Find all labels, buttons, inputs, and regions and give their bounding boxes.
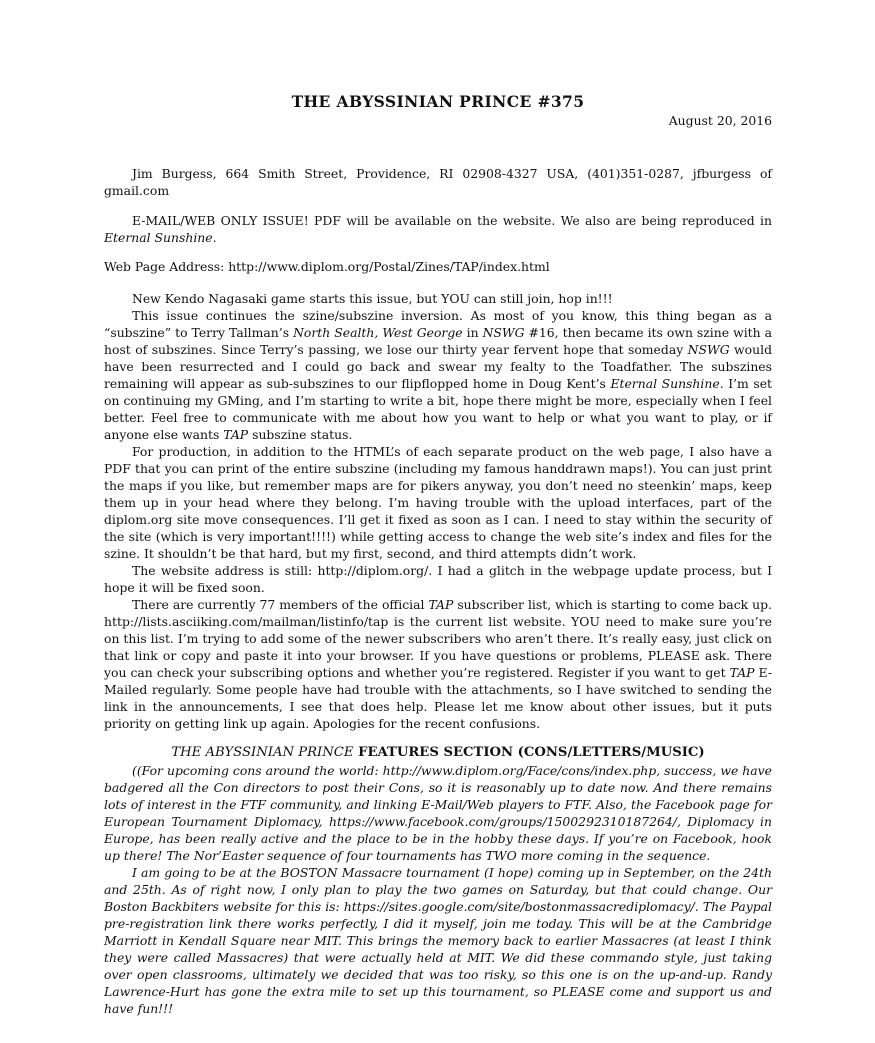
subscriber-paragraph: There are currently 77 members of the official TAP subscriber list, which is starting to come back up. http://lists.asciiking.com/mailman/listinfo/tap is the current list website. YOU need to make sure you’re on this list. I’m trying to add some of the newer subscribers who aren’t there. It’s really easy, just click on that link or copy and paste it into your browser. If you have questions or problems, PLEASE ask. There you can check your subscribing options and whether you’re registered. Register if you want to get TAP E-Mailed regularly. Some people have had trouble with the attachments, so I have switched to sending the link in the announcements, I see that does help. Please let me know about other issues, but it puts priority on getting link up again. Apologies for the recent confusions. — [104, 597, 773, 731]
inversion-paragraph: This issue continues the szine/subszine inversion. As most of you know, this thing began as a “subszine” to Terry Tallman’s North Sealth, West George in NSWG #16, then became its own szine with a host of subszines. Since Terry’s passing, we lose our thirty year fervent hope that someday NSWG would have been resurrected and I could go back and swear my fealty to the Toadfather. The subszines remaining will appear as sub-subszines to our flipflopped home in Doug Kent’s Eternal Sunshine. I’m set on continuing my GMing, and I’m starting to write a bit, hope there might be more, especially when I feel better. Feel free to communicate with me about how you want to help or what you want to play, or if anyone else wants TAP subszine status. — [104, 308, 773, 442]
document-body — [104, 92, 772, 1017]
boston-paragraph: I am going to be at the BOSTON Massacre tournament (I hope) coming up in September, on the 24th and 25th. As of right now, I only plan to play the two games on Saturday, but that could change. Our Boston Backbiters website for this is: https://sites.google.com/site/bostonmassacrediplomacy/. The Paypal pre-registration link there works perfectly, I did it myself, join me today. This will be at the Cambridge Marriott in Kendall Square near MIT. This brings the memory back to earlier Massacres (at least I think they were called Massacres) that were actually held at MIT. We did these commando style, just taking over open classrooms, ultimately we decided that was too risky, so this one is on the up-and-up. Randy Lawrence-Hurt has gone the extra mile to set up this tournament, so PLEASE come and support us and have fun!!! — [104, 865, 772, 1016]
email-notice — [104, 212, 772, 246]
website-paragraph: The website address is still: http://diplom.org/. I had a glitch in the webpage update process, but I hope it will be fixed soon. — [104, 563, 772, 595]
kendo-announcement: New Kendo Nagasaki game starts this issue, but YOU can still join, hop in!!! — [132, 291, 613, 306]
cons-paragraph: ((For upcoming cons around the world: http://www.diplom.org/Face/cons/index.php, success, we have badgered all the Con directors to post their Cons, so it is reasonably up to date now. And there remains lots of interest in the FTF community, and linking E-Mail/Web players to FTF. Also, the Facebook page for European Tournament Diplomacy, https://www.facebook.com/groups/1500292310187264/, Diplomacy in Europe, has been really active and the place to be in the hobby these days. If you’re on Facebook, hook up there! The Nor’Easter sequence of four tournaments has TWO more coming in the sequence. — [104, 763, 772, 863]
email-notice-pub: Eternal Sunshine — [104, 230, 213, 245]
issue-date: August 20, 2016 — [668, 113, 772, 128]
contact-line: Jim Burgess, 664 Smith Street, Providence, RI 02908-4327 USA, (401)351-0287, jfburgess of gmail.com — [104, 166, 772, 198]
email-notice-end: . — [212, 230, 217, 245]
production-paragraph: For production, in addition to the HTML’s of each separate product on the web page, I also have a PDF that you can print of the entire subszine (including my famous handdrawn maps!). You can just print the maps if you like, but remember maps are for pikers anyway, you don’t need no steenkin’ maps, keep them up in your head where they belong. I’m having trouble with the upload interfaces, part of the diplom.org site move consequences. I’ll get it fixed as soon as I can. I need to stay within the security of the site (which is very important!!!!) while getting access to change the web site’s index and files for the szine. It shouldn’t be that hard, but my first, second, and third attempts didn’t work. — [104, 444, 772, 561]
features-heading: THE ABYSSINIAN PRINCE FEATURES SECTION (CONS/LETTERS/MUSIC) — [171, 745, 705, 760]
zine-title: THE ABYSSINIAN PRINCE #375 — [291, 92, 585, 111]
web-page-address: Web Page Address: http://www.diplom.org/Postal/Zines/TAP/index.html — [104, 259, 550, 274]
email-notice-text: E-MAIL/WEB ONLY ISSUE! PDF will be available on the website. We also are being reproduced in — [132, 213, 772, 228]
